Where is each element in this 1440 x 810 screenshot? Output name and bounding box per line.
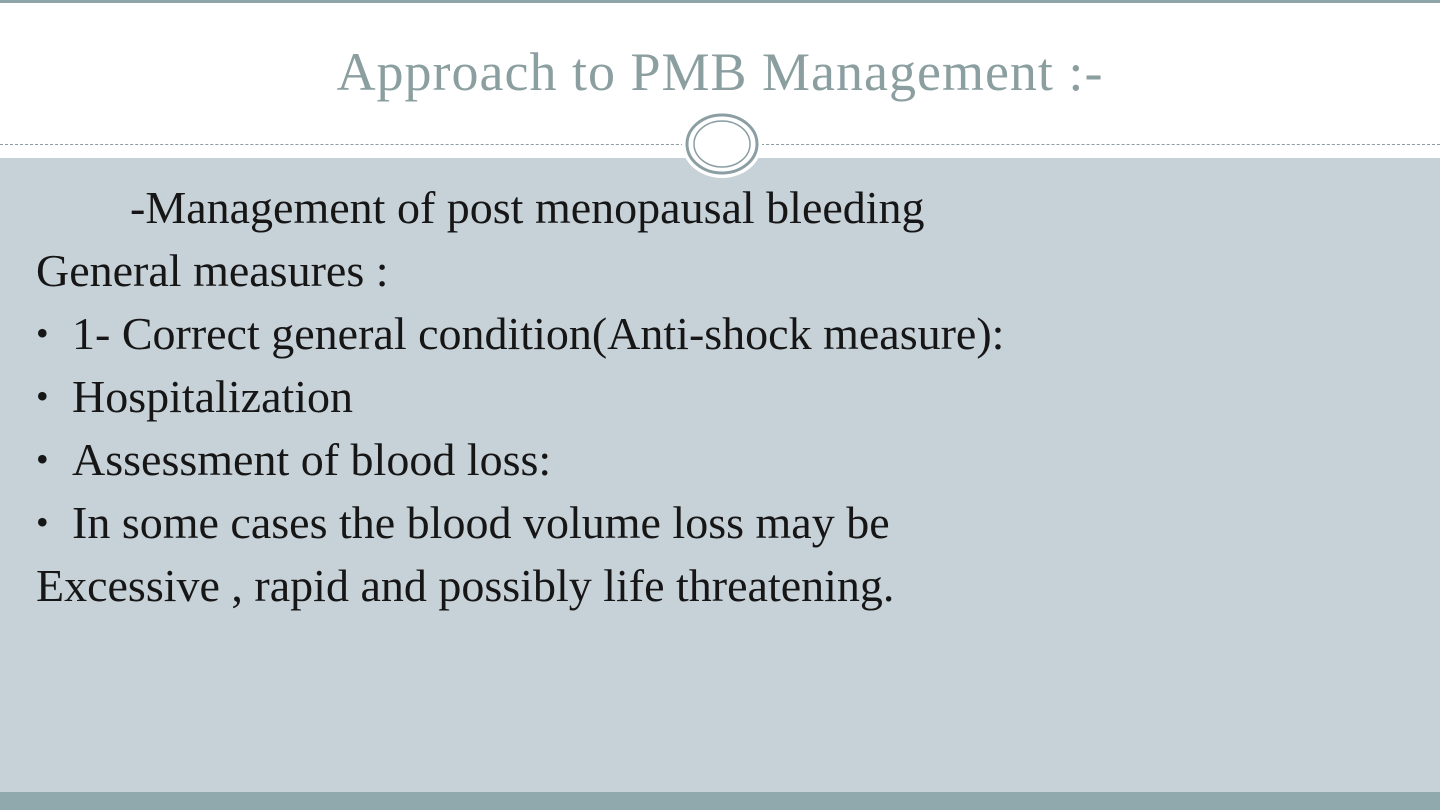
bullet-item (36, 428, 1426, 491)
bullet-text: Hospitalization (72, 371, 354, 422)
bullet-glyph: • (36, 313, 49, 353)
ring-ornament-icon (680, 108, 764, 180)
slide-subtitle: -Management of post menopausal bleeding (130, 182, 925, 233)
bullet-glyph: • (36, 376, 49, 416)
bullet-text: Assessment of blood loss: (72, 434, 552, 485)
slide-title: Approach to PMB Management :- (336, 42, 1104, 102)
bullet-glyph: • (36, 502, 49, 542)
bullet-item (36, 302, 1426, 365)
bullet-text: In some cases the blood volume loss may be (72, 497, 890, 548)
bullet-item (36, 365, 1426, 428)
bullet-glyph: • (36, 439, 49, 479)
continuation-text: Excessive , rapid and possibly life threatening. (36, 560, 895, 611)
slide-content (36, 176, 1426, 617)
bullet-item (36, 491, 1426, 554)
bullet-text: 1- Correct general condition(Anti-shock measure): (72, 308, 1005, 359)
section-heading: General measures : (36, 245, 389, 296)
footer-bar (0, 792, 1440, 810)
